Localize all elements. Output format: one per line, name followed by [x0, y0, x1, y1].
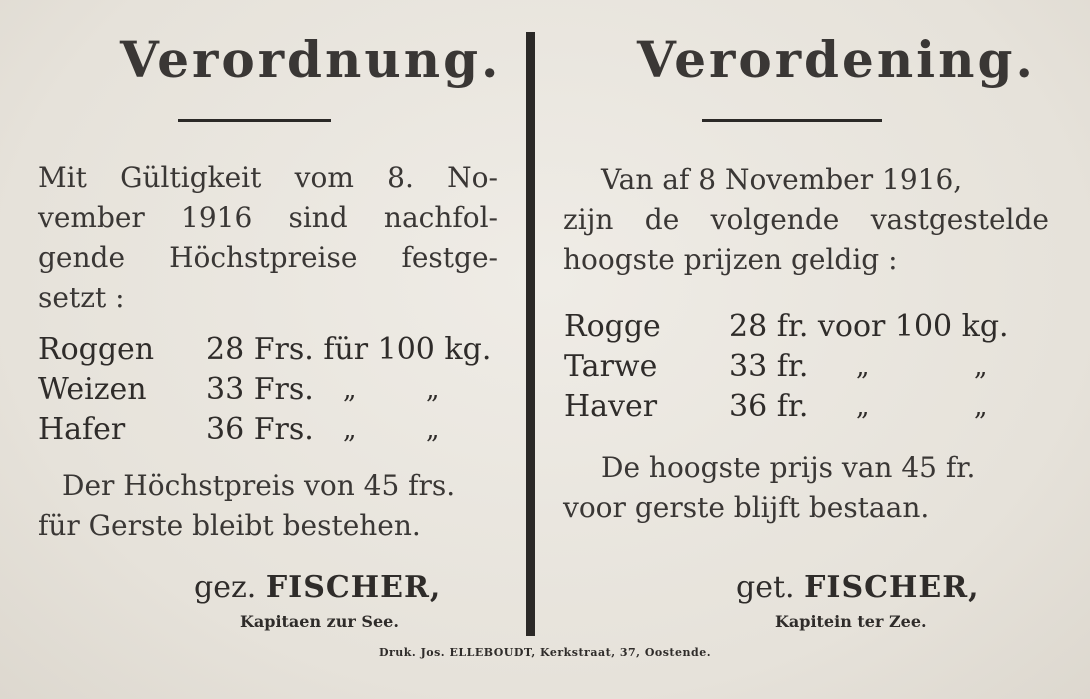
dutch-intro	[563, 160, 1049, 280]
grain-price: 36 Frs.	[206, 412, 314, 447]
german-intro-line: vember 1916 sind nachfol-	[38, 201, 498, 234]
german-note-line: für Gerste bleibt bestehen.	[38, 509, 421, 542]
grain-name: Tarwe	[564, 349, 658, 384]
grain-name: Rogge	[564, 309, 661, 344]
german-intro-line: setzt :	[38, 281, 125, 314]
german-note-line: Der Höchstpreis von 45 frs.	[62, 469, 456, 502]
dutch-rank: Kapitein ter Zee.	[775, 612, 927, 631]
dutch-intro-line: zijn de volgende vastgestelde	[563, 203, 1049, 236]
german-title: Verordnung.	[120, 30, 502, 89]
dutch-signature-prefix: get.	[736, 570, 795, 605]
dutch-title-rule	[702, 119, 882, 122]
dutch-signature-name: FISCHER,	[804, 570, 980, 605]
german-rank: Kapitaen zur See.	[240, 612, 399, 631]
ditto-mark: „	[343, 375, 357, 405]
german-intro	[38, 158, 498, 318]
grain-price: 33 Frs.	[206, 372, 314, 407]
dutch-intro-line: Van af 8 November 1916,	[601, 163, 963, 196]
dutch-barley-note	[563, 448, 975, 528]
grain-price: 28 fr. voor 100 kg.	[729, 309, 1009, 344]
german-signature-prefix: gez.	[194, 570, 257, 605]
grain-price: 28 Frs. für 100 kg.	[206, 332, 492, 367]
column-divider	[526, 32, 535, 636]
dutch-intro-line: hoogste prijzen geldig :	[563, 243, 898, 276]
grain-name: Weizen	[38, 372, 147, 407]
dutch-note-line: voor gerste blijft bestaan.	[563, 491, 930, 524]
german-title-rule	[178, 119, 331, 122]
german-signature-name: FISCHER,	[265, 570, 442, 605]
grain-price: 36 fr.	[729, 389, 809, 424]
german-intro-line: gende Höchstpreise festge-	[38, 241, 498, 274]
ditto-mark: „	[974, 352, 988, 382]
grain-name: Roggen	[38, 332, 155, 367]
dutch-title: Verordening.	[637, 30, 1036, 89]
german-barley-note	[38, 466, 455, 546]
grain-name: Haver	[564, 389, 658, 424]
grain-name: Hafer	[38, 412, 126, 447]
ditto-mark: „	[426, 415, 440, 445]
ditto-mark: „	[856, 392, 870, 422]
dutch-signature	[736, 570, 980, 606]
ditto-mark: „	[974, 392, 988, 422]
german-intro-line: Mit Gültigkeit vom 8. No-	[38, 161, 498, 194]
german-signature	[194, 570, 441, 606]
printer-imprint: Druk. Jos. ELLEBOUDT, Kerkstraat, 37, Oostende.	[378, 646, 712, 659]
ditto-mark: „	[343, 415, 357, 445]
ditto-mark: „	[856, 352, 870, 382]
dutch-note-line: De hoogste prijs van 45 fr.	[601, 451, 976, 484]
grain-price: 33 fr.	[729, 349, 809, 384]
ditto-mark: „	[426, 375, 440, 405]
